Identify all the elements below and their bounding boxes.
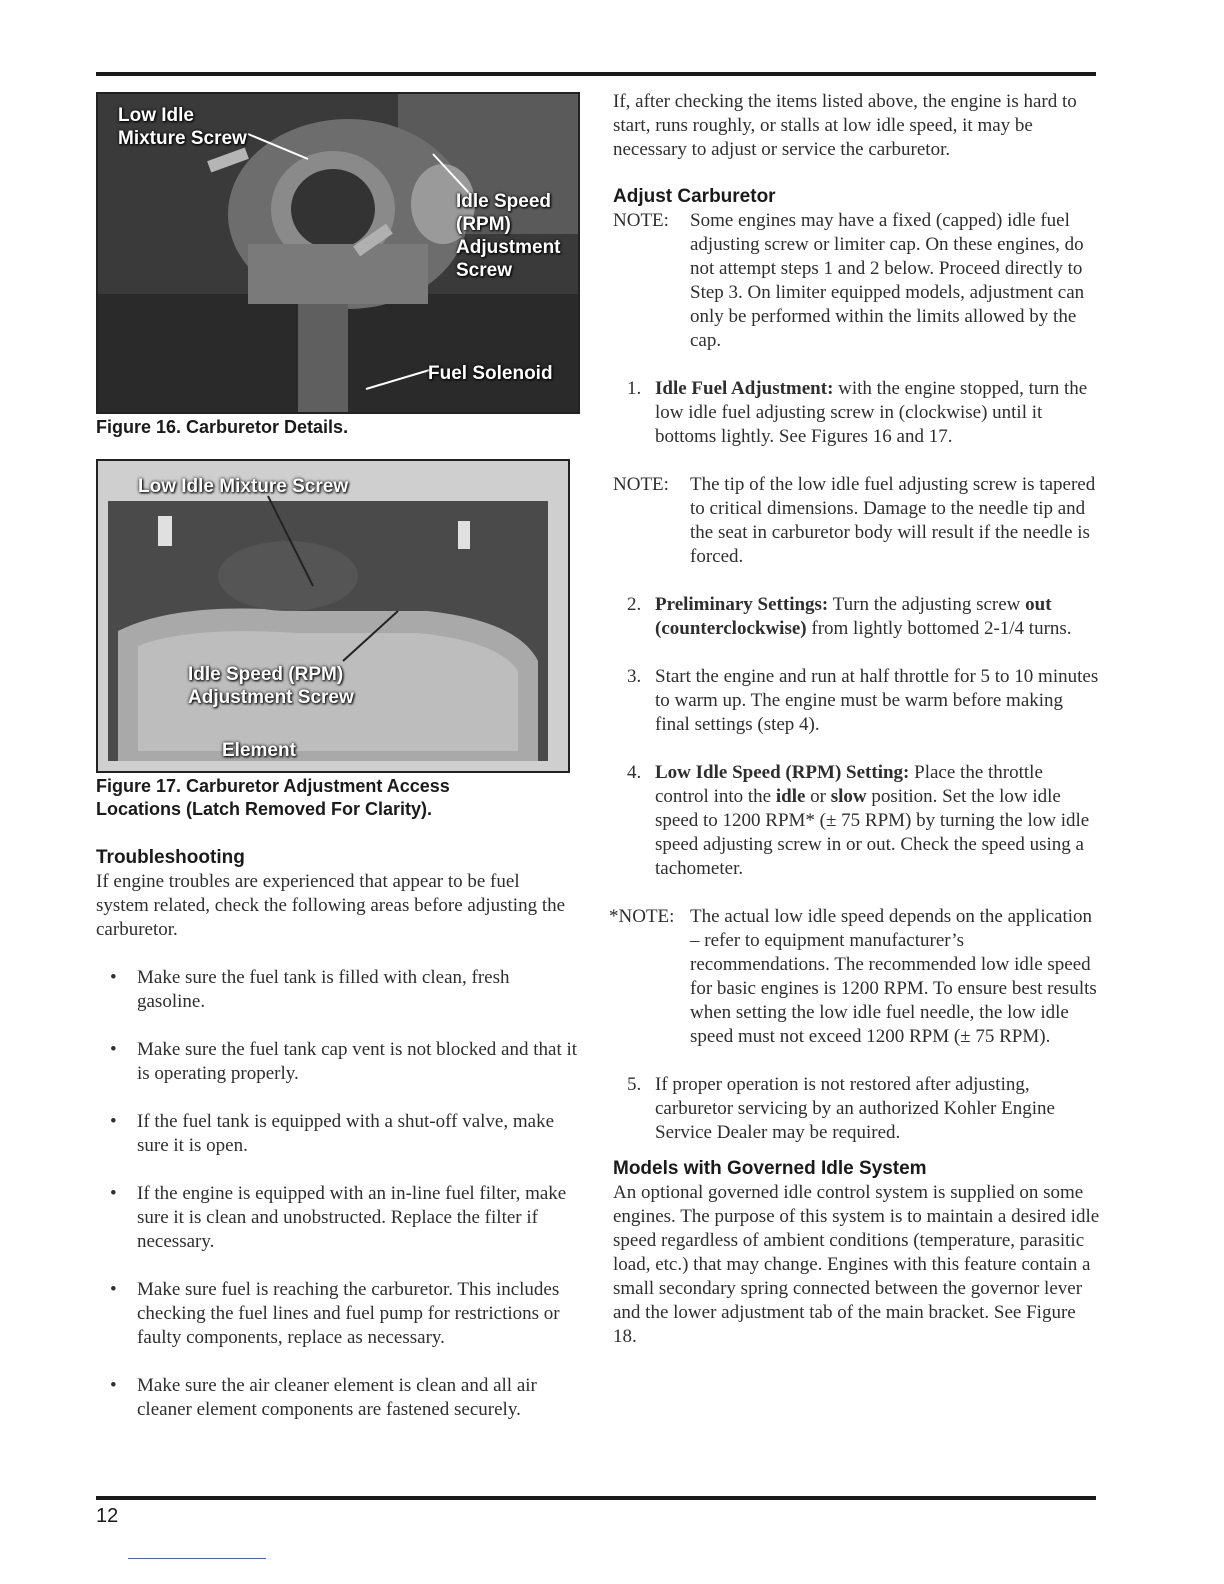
step-title: Low Idle Speed (RPM) Setting: (655, 762, 910, 783)
bullet-text: Make sure the air cleaner element is clean and all air cleaner element components are fastened securely. (137, 1375, 537, 1420)
step-text: Place the throttle control into the (655, 762, 1043, 807)
figure-17-caption: Figure 17. Carburetor Adjustment Access Locations (Latch Removed For Clarity). (96, 776, 450, 819)
bottom-rule (96, 1496, 1096, 1500)
step-number: 5. (627, 1074, 642, 1095)
governed-idle-text: An optional governed idle control system is supplied on some engines. The purpose of this system is to maintain a desired idle speed regardless of ambient conditions (temperature, parasitic load, etc.) that may change. Engines with this feature contain a small secondary spring connected between the governor lever and the lower adjustment tab of the main bracket. See Figure 18. (613, 1182, 1100, 1347)
step-number: 3. (627, 666, 642, 687)
note-tag: *NOTE: (609, 906, 675, 927)
list-item (96, 1110, 580, 1158)
step-text: from lightly bottomed 2-1/4 turns. (806, 618, 1072, 639)
troubleshooting-intro: If engine troubles are experienced that appear to be fuel system related, check the following areas before adjusting the carburetor. (96, 871, 566, 940)
step-title: Preliminary Settings: (655, 594, 829, 615)
troubleshooting-heading: Troubleshooting (96, 847, 245, 868)
step-text: Start the engine and run at half throttle for 5 to 10 minutes to warm up. The engine must be warm before making final settings (step 4). (655, 666, 1099, 735)
figure-16-label-low-idle: Low Idle Mixture Screw (118, 105, 247, 149)
step-text: or (805, 786, 831, 807)
bullet-icon: • (110, 967, 117, 988)
figure-16-label-fuel-solenoid: Fuel Solenoid (428, 363, 553, 384)
step-emphasis: out (counterclockwise) (655, 594, 1052, 639)
troubleshooting-checklist (96, 966, 580, 1422)
figure-17-label-idle-speed: Idle Speed (RPM) Adjustment Screw (188, 664, 354, 708)
list-item (96, 1182, 580, 1254)
step-text: position. Set the low idle speed to 1200 RPM* (± 75 RPM) by turning the low idle speed adjusting screw in or out. Check the speed using a tachometer. (655, 786, 1090, 879)
bullet-icon: • (110, 1375, 117, 1396)
step-text: with the engine stopped, turn the low idle fuel adjusting screw in (clockwise) until it bottoms lightly. See Figures 16 and 17. (655, 378, 1088, 447)
bullet-text: If the engine is equipped with an in-line fuel filter, make sure it is clean and unobstructed. Replace the filter if necessary. (137, 1183, 567, 1252)
governed-idle-heading: Models with Governed Idle System (613, 1158, 927, 1179)
step-title: Idle Fuel Adjustment: (655, 378, 834, 399)
step-number: 1. (627, 378, 642, 399)
list-item (96, 966, 580, 1014)
step-5 (613, 1073, 1101, 1145)
step-text: Turn the adjusting screw (828, 594, 1026, 615)
step-emphasis: slow (830, 786, 867, 807)
list-item (96, 1038, 580, 1086)
note-text: The actual low idle speed depends on the application – refer to equipment manufacturer’s recommendations. The recommended low idle speed for basic engines is 1200 RPM. To ensure best results when setting the low idle fuel needle, the low idle speed must not exceed 1200 RPM (± 75 RPM). (690, 906, 1097, 1047)
note-text: Some engines may have a fixed (capped) idle fuel adjusting screw or limiter cap. On these engines, do not attempt steps 1 and 2 below. Proceed directly to Step 3. On limiter equipped models, adjustment can only be performed within the limits allowed by the cap. (690, 210, 1085, 351)
figure-16-caption: Figure 16. Carburetor Details. (96, 417, 349, 437)
bullet-text: If the fuel tank is equipped with a shut-off valve, make sure it is open. (137, 1111, 554, 1156)
page-number: 12 (96, 1505, 119, 1527)
note-tag: NOTE: (613, 210, 669, 231)
air-cleaner-photo (98, 461, 568, 771)
bullet-icon: • (110, 1039, 117, 1060)
step-1 (613, 377, 1101, 449)
step-number: 4. (627, 762, 642, 783)
step-2 (613, 593, 1101, 641)
list-item (96, 1278, 580, 1350)
figure-17-photo (96, 459, 570, 773)
bullet-icon: • (110, 1111, 117, 1132)
note-tag: NOTE: (613, 474, 669, 495)
note-capped-screw (613, 209, 1101, 353)
figure-17-label-element: Element (222, 740, 296, 761)
bullet-icon: • (110, 1183, 117, 1204)
note-text: The tip of the low idle fuel adjusting screw is tapered to critical dimensions. Damage to the needle tip and the seat in carburetor body will result if the needle is forced. (690, 474, 1096, 567)
step-text: If proper operation is not restored after adjusting, carburetor servicing by an authorized Kohler Engine Service Dealer may be required. (655, 1074, 1055, 1143)
figure-17-label-low-idle: Low Idle Mixture Screw (138, 476, 349, 497)
top-rule (96, 72, 1096, 76)
list-item (96, 1374, 580, 1422)
right-intro: If, after checking the items listed above, the engine is hard to start, runs roughly, or stalls at low idle speed, it may be necessary to adjust or service the carburetor. (613, 91, 1077, 160)
note-needle-tip (613, 473, 1101, 569)
note-idle-speed (609, 905, 1101, 1049)
bullet-text: Make sure fuel is reaching the carburetor. This includes checking the fuel lines and fuel pump for restrictions or faulty components, replace as necessary. (137, 1279, 560, 1348)
step-emphasis: idle (775, 786, 806, 807)
step-4 (613, 761, 1101, 881)
footer-line (128, 1558, 266, 1559)
step-3 (613, 665, 1101, 737)
bullet-text: Make sure the fuel tank cap vent is not blocked and that it is operating properly. (137, 1039, 578, 1084)
bullet-text: Make sure the fuel tank is filled with clean, fresh gasoline. (137, 967, 510, 1012)
right-column (609, 90, 1101, 1349)
step-number: 2. (627, 594, 642, 615)
bullet-icon: • (110, 1279, 117, 1300)
left-column (96, 92, 580, 1446)
figure-16-photo (96, 92, 580, 414)
figure-16-label-idle-speed: Idle Speed (RPM) Adjustment Screw (456, 191, 561, 281)
adjust-carburetor-heading: Adjust Carburetor (613, 186, 776, 207)
